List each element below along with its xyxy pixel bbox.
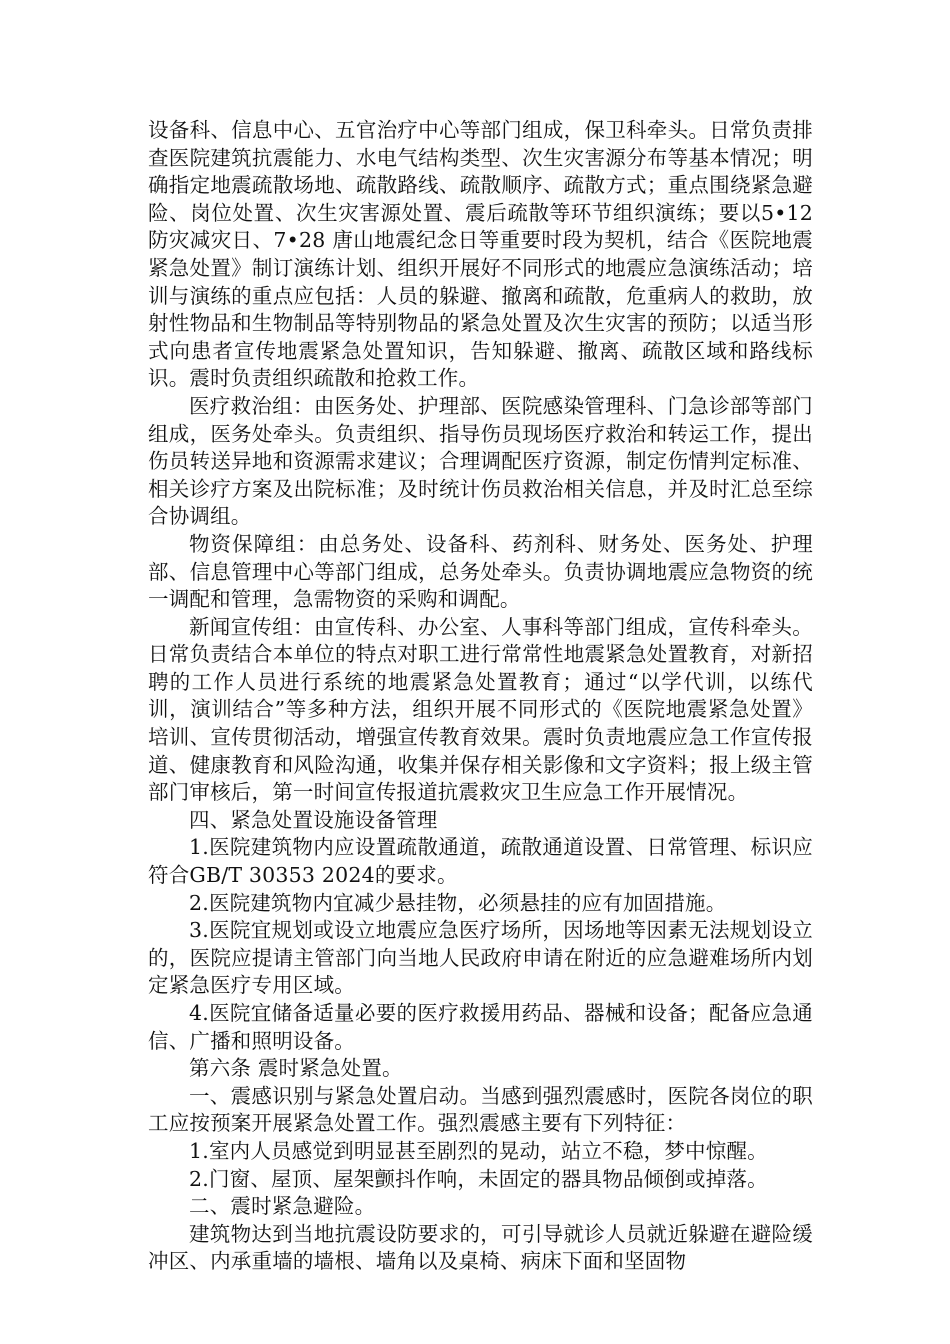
list-item-evacuation-passage: 1.医院建筑物内应设置疏散通道，疏散通道设置、日常管理、标识应符合GB/T 30353 2024的要求。: [148, 835, 813, 888]
section-heading-facility-management: 四、紧急处置设施设备管理: [189, 807, 438, 832]
paragraph-medical-treatment-group: 医疗救治组：由医务处、护理部、医院感染管理科、门急诊部等部门组成，医务处牵头。负责组织、指导伤员现场医疗救治和转运工作，提出伤员转送异地和资源需求建议；合理调配医疗资源，制定伤情判定标准、相关诊疗方案及出院标准；及时统计伤员救治相关信息，并及时汇总至综合协调组。: [148, 393, 813, 529]
list-item-hanging-objects: 2.医院建筑物内宜减少悬挂物，必须悬挂的应有加固措施。: [189, 890, 727, 915]
paragraph-news-publicity-group: 新闻宣传组：由宣传科、办公室、人事科等部门组成，宣传科牵头。日常负责结合本单位的特点对职工进行常常性地震紧急处置教育，对新招聘的工作人员进行系统的地震紧急处置教育；通过“以学代训，以练代训，演训结合”等多种方法，组织开展不同形式的《医院地震紧急处置》培训、宣传贯彻活动，增强宣传教育效果。震时负责地震应急工作宣传报道、健康教育和风险沟通，收集并保存相关影像和文字资料；报上级主管部门审核后，第一时间宣传报道抗震救灾卫生应急工作开展情况。: [148, 614, 813, 805]
article-heading-article-six: 第六条 震时紧急处置。: [189, 1056, 403, 1081]
paragraph-material-support-group: 物资保障组：由总务处、设备科、药剂科、财务处、医务处、护理部、信息管理中心等部门组成，总务处牵头。负责协调地震应急物资的统一调配和管理，急需物资的采购和调配。: [148, 531, 813, 612]
paragraph-shock-identification: 一、震感识别与紧急处置启动。当感到强烈震感时，医院各岗位的职工应按预案开展紧急处置工作。强烈震感主要有下列特征：: [148, 1083, 813, 1136]
document-body: [148, 117, 813, 1276]
list-item-reserve-supplies: 4.医院宜储备适量必要的医疗救援用药品、器械和设备；配备应急通信、广播和照明设备。: [148, 1001, 813, 1053]
list-item-indoor-shaking: 1.室内人员感觉到明显甚至剧烈的晃动，站立不稳，梦中惊醒。: [189, 1138, 768, 1163]
paragraph-safety-group-duties: 设备科、信息中心、五官治疗中心等部门组成，保卫科牵头。日常负责排查医院建筑抗震能力、水电气结构类型、次生灾害源分布等基本情况；明确指定地震疏散场地、疏散路线、疏散顺序、疏散方式；重点围绕紧急避险、岗位处置、次生灾害源处置、震后疏散等环节组织演练；要以5•12 防灾减灾日、7•28 唐山地震纪念日等重要时段为契机，结合《医院地震紧急处置》制订演练计划、组织开展好不同形式的地震应急演练活动；培训与演练的重点应包括：人员的躲避、撤离和疏散，危重病人的救助，放射性物品和生物制品等特别物品的紧急处置及次生灾害的预防；以适当形式向患者宣传地震紧急处置知识，告知躲避、撤离、疏散区域和路线标识。震时负责组织疏散和抢救工作。: [148, 118, 813, 391]
list-item-emergency-medical-site: 3.医院宜规划或设立地震应急医疗场所，因场地等因素无法规划设立的，医院应提请主管部门向当地人民政府申请在附近的应急避难场所内划定紧急医疗专用区域。: [148, 918, 813, 998]
section-heading-emergency-shelter: 二、震时紧急避险。: [189, 1194, 376, 1219]
list-item-doors-windows: 2.门窗、屋顶、屋架颤抖作响，未固定的器具物品倾倒或掉落。: [189, 1166, 768, 1191]
paragraph-building-shelter: 建筑物达到当地抗震设防要求的，可引导就诊人员就近躲避在避险缓冲区、内承重墙的墙根、墙角以及桌椅、病床下面和坚固物: [148, 1221, 813, 1274]
